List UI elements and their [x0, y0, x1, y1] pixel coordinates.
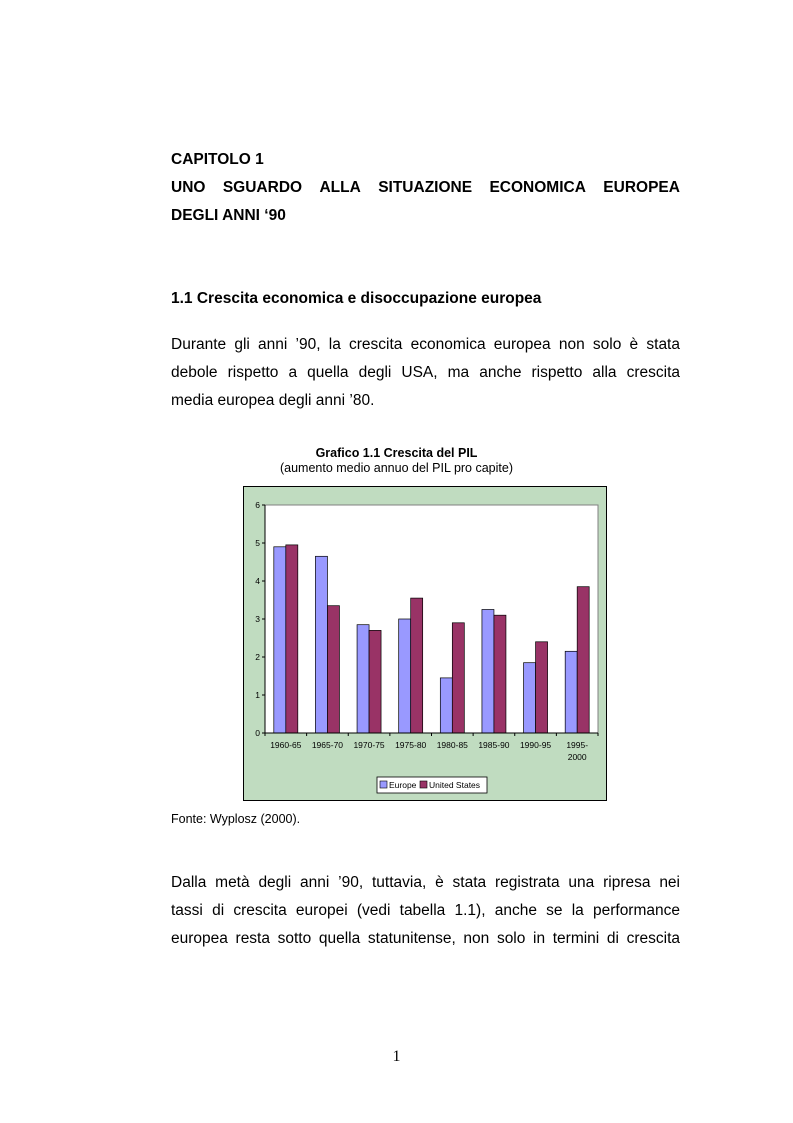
x-tick-label: 1970-75 [353, 740, 385, 750]
chart-subtitle: (aumento medio annuo del PIL pro capite) [279, 461, 513, 475]
x-tick-label: 1975-80 [395, 740, 427, 750]
y-tick-label: 0 [255, 728, 260, 738]
chapter-title-word: SITUAZIONE [378, 179, 473, 196]
paragraph-line: Dalla metà degli anni ’90, tuttavia, è stata registrata una ripresa nei [171, 874, 680, 891]
y-tick-label: 3 [255, 614, 260, 624]
bar-europe [399, 619, 411, 733]
bar-europe [315, 556, 327, 733]
bar-united-states [452, 623, 464, 733]
bar-united-states [327, 606, 339, 733]
bar-europe [440, 678, 452, 733]
y-tick-label: 5 [255, 538, 260, 548]
legend-label-europe: Europe [389, 780, 417, 790]
chapter-title-word: UNO [171, 179, 206, 196]
bar-europe [565, 651, 577, 733]
x-tick-label: 1985-90 [478, 740, 510, 750]
page-number: 1 [392, 1048, 401, 1065]
y-tick-label: 2 [255, 652, 260, 662]
x-tick-label: 1980-85 [436, 740, 468, 750]
x-tick-label: 2000 [567, 752, 587, 762]
bar-europe [482, 610, 494, 734]
chapter-title-word: ALLA [319, 179, 361, 196]
chart-caption [0, 446, 793, 476]
x-tick-label: 1990-95 [519, 740, 552, 750]
bar-europe [357, 625, 369, 733]
chapter-title-line2: DEGLI ANNI ‘90 [171, 207, 286, 224]
chart-title: Grafico 1.1 Crescita del PIL [315, 446, 478, 460]
chapter-label: CAPITOLO 1 [171, 151, 264, 168]
bar-chart [243, 486, 607, 801]
chapter-title-word: ECONOMICA [489, 179, 586, 196]
chapter-title-word: EUROPEA [603, 179, 680, 196]
bar-united-states [286, 545, 298, 733]
paragraph-line: media europea degli anni ’80. [171, 392, 375, 409]
bar-europe [524, 663, 536, 733]
legend-label-united-states: United States [429, 780, 481, 790]
x-tick-label: 1960-65 [270, 740, 302, 750]
legend-swatch-europe [380, 781, 387, 788]
chapter-title-word: SGUARDO [222, 179, 303, 196]
paragraph-line: debole rispetto a quella degli USA, ma anche rispetto alla crescita [171, 364, 680, 381]
chapter-title-line1 [171, 174, 680, 202]
bar-united-states [411, 598, 423, 733]
legend-swatch-united-states [420, 781, 427, 788]
chart-legend [377, 777, 487, 793]
bar-united-states [494, 615, 506, 733]
bar-united-states [369, 630, 381, 733]
bar-europe [274, 547, 286, 733]
paragraph-1 [171, 331, 680, 415]
y-tick-label: 1 [255, 690, 260, 700]
plot-area [265, 505, 598, 733]
y-tick-label: 4 [255, 576, 260, 586]
y-tick-label: 6 [255, 500, 260, 510]
bar-united-states [536, 642, 548, 733]
paragraph-line: Durante gli anni ’90, la crescita economica europea non solo è stata [171, 336, 680, 353]
x-tick-label: 1965-70 [311, 740, 344, 750]
chart-source: Fonte: Wyplosz (2000). [171, 812, 301, 826]
bar-united-states [577, 587, 589, 733]
section-title: 1.1 Crescita economica e disoccupazione europea [171, 290, 542, 307]
paragraph-2 [171, 869, 680, 953]
x-tick-label: 1995- [566, 740, 589, 750]
paragraph-line: europea resta sotto quella statunitense, non solo in termini di crescita [171, 930, 680, 947]
paragraph-line: tassi di crescita europei (vedi tabella 1.1), anche se la performance [171, 902, 680, 919]
